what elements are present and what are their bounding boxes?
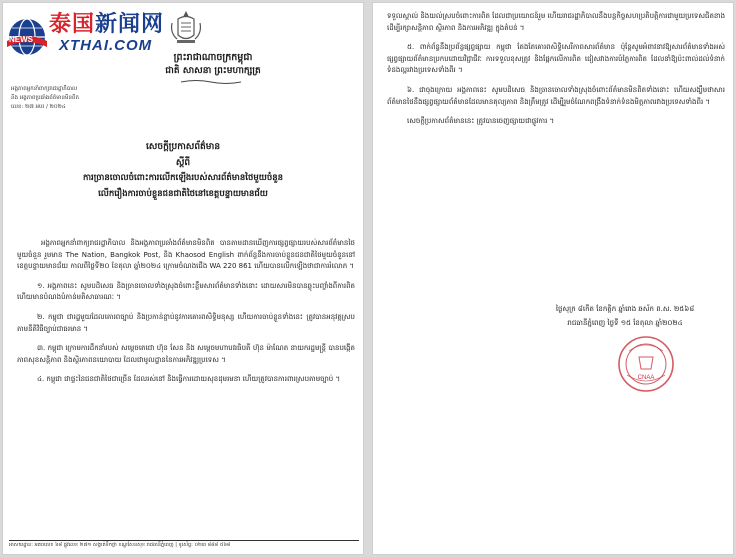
paragraph: អង្គភាពអ្នកនាំពាក្យរាជរដ្ឋាភិបាល និងអង្គភាពប្រឆាំងព័ត៌មានមិនពិត បានតាមដានឃើញការផ្សព្វផ្សាយរបស់សារព័ត៌មានថៃមួយចំនួន រួមមាន The Nation, Bangkok Post, និង Khaosod English ពាក់ព័ន្ធនឹងការចាប់ខ្លួនជនជាតិថៃមួយចំនួននៅខេត្តបន្ទាយមានជ័យ កាលពីថ្ងៃទី២០ ខែតុលា ឆ្នាំ២០២៤ ក្រោមចំណងជើង WA 220 861 ហើយបានលើកឡើងថាជាការរំលោភ ។ <box>17 239 355 271</box>
paragraph: ៦. ជាចុងក្រោយ អង្គភាពនេះ សូមបដិសេធ និងច្រានចោលទាំងស្រុងចំពោះព័ត៌មានមិនពិតទាំងនោះ ហើយសង្ឃឹមថាសារព័ត៌មានថៃនឹងផ្សព្វផ្សាយព័ត៌មានដែលមានតុល្យភាព និងត្រឹមត្រូវ ដើម្បីរួមចំណែកពង្រឹងទំនាក់ទំនងមិត្តភាពរវាងប្រទេសទាំងពីរ ។ <box>387 85 725 106</box>
paragraph: ៥. ពាក់ព័ន្ធនឹងប្រព័ន្ធផ្សព្វផ្សាយ កម្ពុជា តែងតែគោរពសិទ្ធិសេរីភាពសារព័ត៌មាន ប៉ុន្តែសូមអំពាវនាវឱ្យសារព័ត៌មានទាំងអស់ផ្សព្វផ្សាយព័ត៌មានប្រកបដោយវិជ្ជាជីវៈ ការទទួលខុសត្រូវ និងផ្អែកលើការពិត ជៀសវាងការបំភ្លៃការពិត ដែលនាំឱ្យប៉ះពាល់ដល់ទំនាក់ទំនងល្អរវាងប្រទេសទាំងពីរ ។ <box>387 43 725 75</box>
paragraph: ២. កម្ពុជា ជារដ្ឋមួយដែលគោរពច្បាប់ និងប្រកាន់ខ្ជាប់នូវការគោរពសិទ្ធិមនុស្ស ហើយការចាប់ខ្លួនទាំងនេះ ត្រូវបានអនុវត្តស្របតាមនីតិវិធីច្បាប់ជាធរមាន ។ <box>17 312 355 333</box>
kingdom-heading: ព្រះរាជាណាចក្រកម្ពុជា <box>173 52 253 63</box>
document-subject-line: ការច្រានចោលចំពោះការលើកឡើងរបស់សារព័ត៌មានថៃមួយចំនួន <box>82 173 284 183</box>
paragraph: ទទួលស្គាល់ និងយល់ស្របចំពោះការពិត ដែលជាប្រយោជន៍រួម ហើយរាជរដ្ឋាភិបាលនឹងបន្តកិច្ចសហប្រតិបត្តិការជាមួយប្រទេសជិតខាង ដើម្បីរក្សាសន្តិភាព ស្ថិរភាព និងការអភិវឌ្ឍ ក្នុងតំបន់ ។ <box>387 12 726 32</box>
royal-emblem-icon <box>169 9 203 47</box>
watermark-chinese-title <box>49 7 164 38</box>
document-subtitle-about: ស្ដីពី <box>175 158 191 168</box>
document-page-2 <box>372 2 734 555</box>
watermark-cn-part1: 泰国 <box>49 12 96 37</box>
official-seal-icon <box>617 335 675 393</box>
watermark-news-badge: NEWS <box>9 35 33 44</box>
ministry-header <box>11 85 141 112</box>
paragraph: ៣. កម្ពុជា ក្រោមការដឹកនាំរបស់ សម្ដេចតេជោ ហ៊ុន សែន និង សម្ដេចមហាបវរធិបតី ហ៊ុន ម៉ាណែត នាយករដ្ឋមន្ត្រី បានបង្កើតភាពសុខសន្តិភាព និងស្ថិរភាពនយោបាយ ដែលជាមូលដ្ឋាននៃការអភិវឌ្ឍប្រទេស ។ <box>17 344 355 364</box>
document-body <box>387 11 725 136</box>
ministry-line: លេខ: ២៧ អបរ / ២០២៤ <box>11 104 66 110</box>
document-page-1 <box>2 2 364 555</box>
document-title: សេចក្ដីប្រកាសព័ត៌មាន <box>145 142 221 152</box>
watermark-site: XTHAI.COM <box>59 37 153 54</box>
paragraph: ៤. កម្ពុជា ជាផ្ទះនៃជនជាតិថៃជាច្រើន ដែលរស់នៅ និងធ្វើការដោយសុខដុមរមនា ហើយត្រូវបានការពារស្របតាមច្បាប់ ។ <box>37 375 341 384</box>
document-body <box>17 238 355 394</box>
solar-date: រាជធានីភ្នំពេញ ថ្ងៃទី ១៥ ខែតុលា ឆ្នាំ២០២៤ <box>567 319 683 327</box>
stamp-text: CNAA <box>637 375 655 381</box>
national-motto: ជាតិ សាសនា ព្រះមហាក្សត្រ <box>165 66 261 76</box>
divider-flourish-icon <box>181 79 241 85</box>
watermark-cn-part2: 新闻网 <box>95 12 165 37</box>
paragraph: ១. អង្គភាពនេះ សូមបដិសេធ និងច្រានចោលទាំងស្រុងចំពោះខ្លឹមសារព័ត៌មានទាំងនោះ ដោយសារមិនបានឆ្លុះបញ្ចាំងពីការពិត ហើយមានបំណងបំភាន់មតិសាធារណៈ ។ <box>17 281 355 302</box>
ministry-line: និង អង្គភាពប្រឆាំងព័ត៌មានមិនពិត <box>11 95 79 101</box>
paragraph: សេចក្ដីប្រកាសព័ត៌មាននេះ ត្រូវបានចេញផ្សាយជាផ្លូវការ ។ <box>407 117 555 126</box>
document-subject-line: លើករឿងការចាប់ខ្លួនជនជាតិថៃនៅខេត្តបន្ទាយមានជ័យ <box>98 189 268 199</box>
ministry-line: អង្គភាពអ្នកនាំពាក្យរាជរដ្ឋាភិបាល <box>11 86 78 92</box>
document-footer: អាសយដ្ឋាន: អគារលេខ ៦៨ ផ្លូវលេខ ២៧១ សង្កាត់ទឹកថ្លា ខណ្ឌសែនសុខ រាជធានីភ្នំពេញ | ទូរស័ព្ទ: ០២៣ ៨៨៨ ៥៦៨ <box>9 540 359 549</box>
lunar-date: ថ្ងៃសុក្រ ៨កើត ខែកត្ដិក ឆ្នាំរោង ឆស័ក ព.ស. ២៥៦៨ <box>555 305 695 313</box>
